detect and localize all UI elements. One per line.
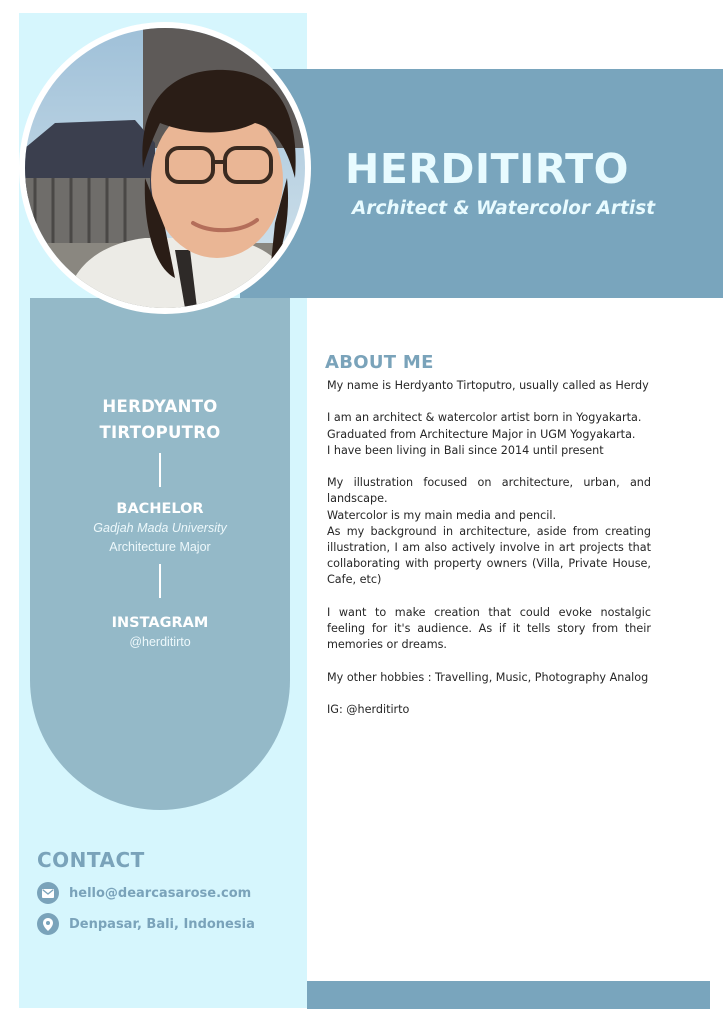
about-paragraph bbox=[327, 410, 651, 459]
about-paragraph: IG: @herditirto bbox=[327, 702, 410, 716]
about-heading: ABOUT ME bbox=[325, 352, 434, 373]
about-line: Watercolor is my main media and pencil. bbox=[327, 508, 557, 522]
footer-bar bbox=[307, 981, 710, 1009]
map-pin-icon bbox=[37, 913, 59, 935]
about-line: My illustration focused on architecture, urban, and landscape. bbox=[327, 476, 651, 506]
about-paragraph: My name is Herdyanto Tirtoputro, usually called as Herdy bbox=[327, 379, 649, 392]
full-name bbox=[30, 394, 290, 446]
divider-line bbox=[159, 453, 161, 487]
about-line: As my background in architecture, aside from creating illustration, I am also actively involve in art projects that collaborating with property owners (Villa, Private House, Cafe, etc) bbox=[327, 524, 651, 587]
education-degree: BACHELOR bbox=[116, 501, 204, 517]
portrait-photo bbox=[25, 28, 305, 308]
contact-email[interactable]: hello@dearcasarose.com bbox=[69, 885, 252, 901]
full-name-line-2: TIRTOPUTRO bbox=[99, 423, 221, 442]
contact-location: Denpasar, Bali, Indonesia bbox=[69, 916, 255, 932]
contact-location-row bbox=[37, 912, 255, 936]
contact-email-row[interactable] bbox=[37, 881, 251, 905]
about-body bbox=[327, 378, 651, 734]
header-role: Architect & Watercolor Artist bbox=[352, 198, 656, 219]
education-school: Gadjah Mada University bbox=[93, 521, 227, 535]
instagram-handle[interactable]: @herditirto bbox=[129, 635, 191, 649]
profile-photo bbox=[19, 22, 311, 314]
instagram-heading: INSTAGRAM bbox=[111, 615, 209, 631]
envelope-icon bbox=[37, 882, 59, 904]
about-line: I am an architect & watercolor artist born in Yogyakarta. bbox=[327, 411, 642, 425]
contact-heading: CONTACT bbox=[37, 848, 145, 872]
about-line: Graduated from Architecture Major in UGM Yogyakarta. bbox=[327, 427, 636, 441]
header-name: HERDITIRTO bbox=[345, 145, 629, 193]
full-name-line-1: HERDYANTO bbox=[102, 397, 218, 416]
education-major: Architecture Major bbox=[109, 540, 211, 554]
about-paragraph: I want to make creation that could evoke nostalgic feeling for it's audience. As if it tells story from their memories or dreams. bbox=[327, 605, 651, 652]
divider-line bbox=[159, 564, 161, 598]
profile-panel bbox=[30, 298, 290, 810]
about-paragraph bbox=[327, 475, 651, 588]
about-line: I have been living in Bali since 2014 until present bbox=[327, 443, 604, 457]
about-paragraph: My other hobbies : Travelling, Music, Photography Analog bbox=[327, 670, 649, 684]
